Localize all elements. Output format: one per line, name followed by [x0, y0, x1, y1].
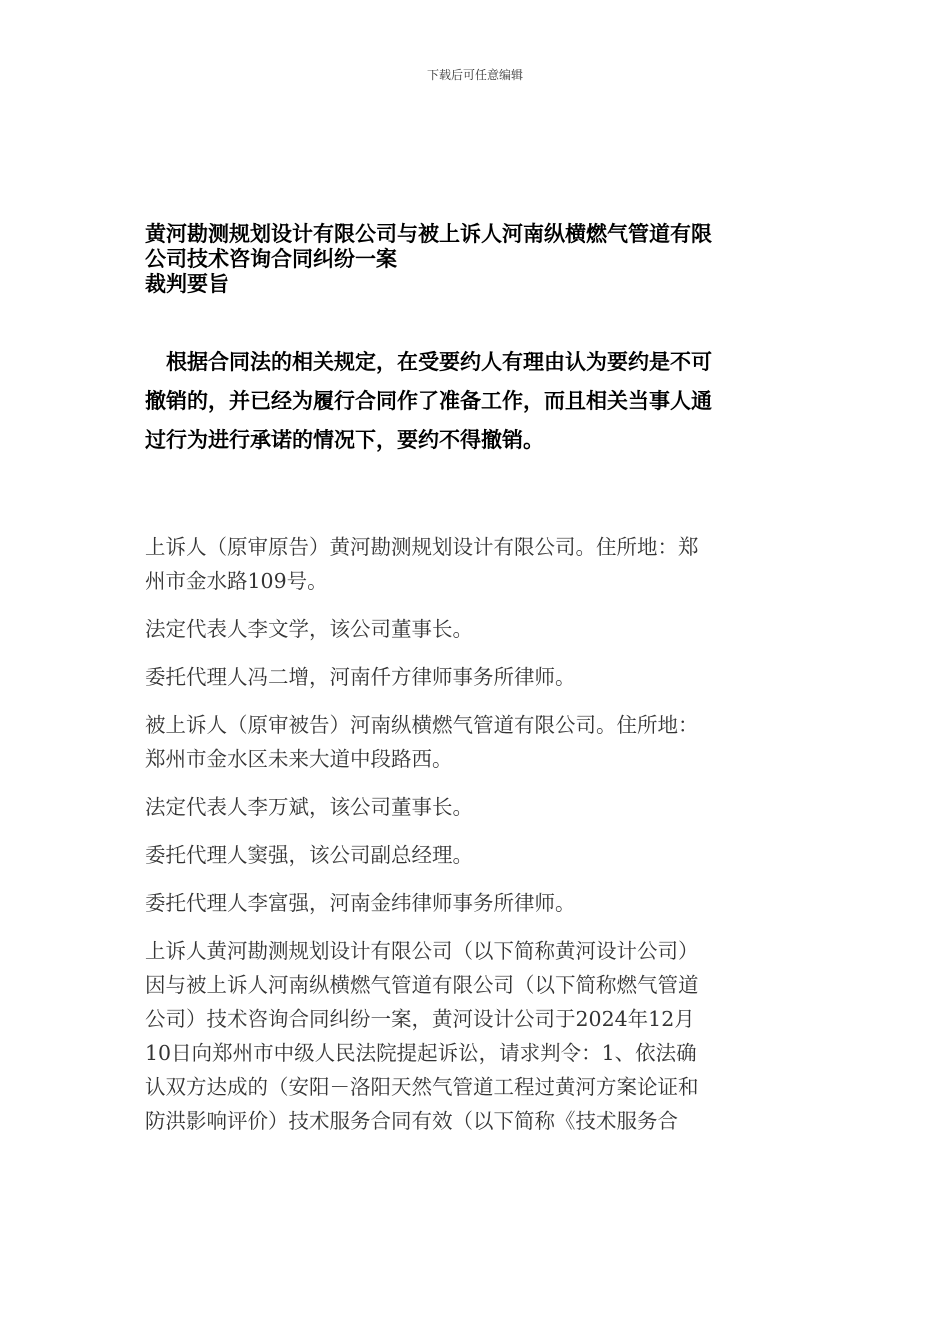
document-title [145, 222, 810, 297]
paragraph-line: 法定代表人李万斌，该公司董事长。 [145, 795, 473, 819]
paragraph-line: 上诉人黄河勘测规划设计有限公司（以下简称黄河设计公司） [145, 939, 699, 963]
paragraph-line: 因与被上诉人河南纵横燃气管道有限公司（以下简称燃气管道 [145, 973, 699, 997]
paragraph-appellee-agent-1 [145, 838, 807, 872]
paragraph-line: 上诉人（原审原告）黄河勘测规划设计有限公司。住所地：郑 [145, 535, 699, 559]
header-note: 下载后可任意编辑 [426, 68, 523, 82]
paragraph-appellee-agent-2 [145, 886, 807, 920]
paragraph-line: 委托代理人冯二增，河南仟方律师事务所律师。 [145, 665, 576, 689]
paragraph-line: 10日向郑州市中级人民法院提起诉讼，请求判令：1、依法确 [145, 1041, 697, 1065]
paragraph-line: 委托代理人李富强，河南金纬律师事务所律师。 [145, 891, 576, 915]
summary-line: 过行为进行承诺的情况下，要约不得撤销。 [145, 428, 544, 452]
body-text [145, 530, 807, 1152]
paragraph-appellant [145, 530, 807, 598]
paragraph-appellee [145, 708, 807, 776]
summary-line: 根据合同法的相关规定，在受要约人有理由认为要约是不可 [145, 350, 712, 374]
summary-line: 撤销的，并已经为履行合同作了准备工作，而且相关当事人通 [145, 389, 712, 413]
paragraph-agent [145, 660, 807, 694]
title-subtitle: 裁判要旨 [145, 272, 229, 296]
judgment-summary [145, 343, 807, 460]
paragraph-case-background [145, 934, 807, 1138]
paragraph-line: 委托代理人窦强，该公司副总经理。 [145, 843, 473, 867]
paragraph-line: 州市金水路109号。 [145, 569, 328, 593]
paragraph-line: 郑州市金水区未来大道中段路西。 [145, 747, 453, 771]
title-line: 黄河勘测规划设计有限公司与被上诉人河南纵横燃气管道有限 [145, 222, 712, 246]
paragraph-legal-rep [145, 612, 807, 646]
paragraph-line: 防洪影响评价）技术服务合同有效（以下简称《技术服务合 [145, 1109, 678, 1133]
paragraph-line: 被上诉人（原审被告）河南纵横燃气管道有限公司。住所地： [145, 713, 699, 737]
paragraph-line: 认双方达成的（安阳－洛阳天然气管道工程过黄河方案论证和 [145, 1075, 699, 1099]
title-line: 公司技术咨询合同纠纷一案 [145, 247, 397, 271]
paragraph-line: 法定代表人李文学，该公司董事长。 [145, 617, 473, 641]
paragraph-line: 公司）技术咨询合同纠纷一案，黄河设计公司于2024年12月 [145, 1007, 695, 1031]
paragraph-appellee-legal-rep [145, 790, 807, 824]
